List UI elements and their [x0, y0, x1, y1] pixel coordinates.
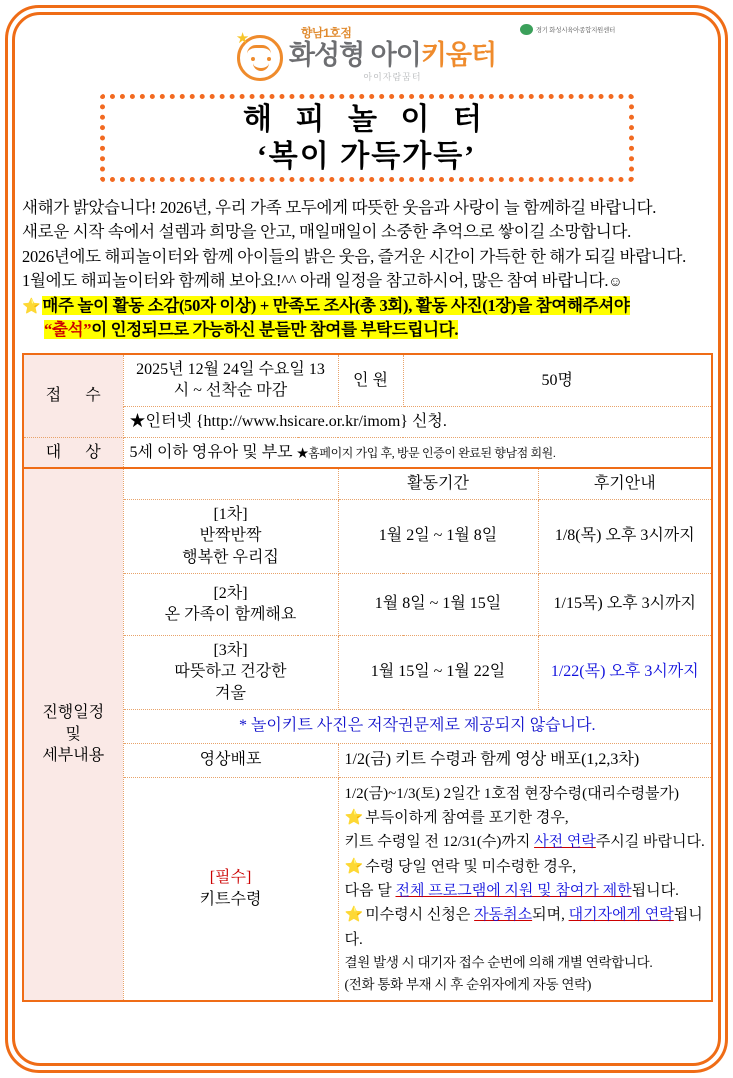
kit-details	[338, 777, 712, 1000]
kit-name-label: 키트수령	[199, 890, 262, 908]
session-2-title-line-2: 온 가족이 함께해요	[164, 606, 297, 624]
intro-line-2: 새로운 시작 속에서 설렘과 희망을 안고, 매일매일이 소중한 추억으로 쌓이길 소망합니다.	[22, 222, 631, 242]
notice-line-1-text: 매주 놀이 활동 소감(50자 이상) + 만족도 조사(총 3회), 활동 사진(1장)을 참여해주셔야	[42, 295, 630, 315]
session-2-title	[123, 573, 338, 635]
row-label-target: 대 상	[23, 437, 123, 468]
session-2-review: 1/15목) 오후 3시까지	[538, 573, 712, 635]
logo-hair-shape	[247, 45, 271, 54]
schedule-label-line-1: 진행일정	[42, 703, 105, 721]
smiley-icon: ☺	[608, 275, 623, 291]
target-value	[123, 437, 712, 468]
table-row-session-3	[23, 635, 712, 709]
kit-line-5-suffix: 됩니다.	[631, 882, 679, 899]
intro-line-3: 2026년에도 해피놀이터와 함께 아이들의 밝은 웃음, 즐거운 시간이 가득한 한 해가 되길 바랍니다.	[22, 246, 686, 266]
session-3-title-line-2: 따뜻하고 건강한	[174, 663, 287, 681]
logo-eye-right	[267, 57, 271, 61]
session-2-period: 1월 8일 ~ 1월 15일	[338, 573, 538, 635]
kit-required-label: [필수]	[209, 869, 252, 887]
title-box	[100, 94, 634, 182]
intro-line-4	[22, 269, 711, 294]
schedule-label-line-2: 및	[65, 725, 81, 743]
star-icon: ⭐	[22, 298, 41, 315]
session-2-title-line-1: [2차]	[213, 584, 248, 602]
session-1-title	[123, 499, 338, 573]
title-line-1: 해 피 놀 이 터	[243, 102, 490, 136]
session-3-title	[123, 635, 338, 709]
intro-paragraph	[22, 196, 711, 343]
kit-line-2	[345, 806, 706, 830]
logo-main-orange: 키움터	[420, 39, 497, 70]
table-row-session-2	[23, 573, 712, 635]
session-1-title-line-2: 반짝반짝	[199, 527, 262, 545]
kit-line-3	[345, 830, 706, 854]
session-3-review: 1/22(목) 오후 3시까지	[538, 635, 712, 709]
notice-line-2	[22, 318, 711, 342]
schedule-header-period: 활동기간	[338, 468, 538, 499]
row-label-schedule	[23, 468, 123, 1000]
logo-group	[237, 24, 496, 83]
logo-wordmark	[289, 24, 496, 83]
kit-line-1: 1/2(금)~1/3(토) 2일간 1호점 현장수령(대리수령불가)	[344, 785, 680, 802]
kit-line-3-suffix: 주시길 바랍니다.	[595, 834, 705, 851]
apply-count-label: 인 원	[338, 354, 403, 407]
kit-line-6	[345, 903, 706, 952]
logo-main-label	[288, 39, 497, 70]
video-value: 1/2(금) 키트 수령과 함께 영상 배포(1,2,3차)	[338, 743, 712, 777]
poster-content	[22, 18, 711, 1060]
apply-method-value[interactable]: ★인터넷 {http://www.hsicare.or.kr/imom} 신청.	[123, 406, 712, 437]
partner-logo-label: 경기 화성시육아종합지원센터	[535, 27, 615, 34]
table-row-apply-1	[23, 354, 712, 407]
kit-line-4	[345, 855, 706, 879]
schedule-header-blank	[123, 468, 338, 499]
kit-line-6-link-2[interactable]: 대기자에게 연락	[568, 907, 674, 924]
table-row-apply-2	[23, 406, 712, 437]
session-3-title-line-3: 겨울	[215, 685, 246, 703]
session-1-review: 1/8(목) 오후 3시까지	[538, 499, 712, 573]
table-row-video	[23, 743, 712, 777]
logo-branch-label: 향남1호점	[300, 25, 352, 40]
kit-line-6-middle: 되며,	[532, 907, 569, 924]
kit-line-5-prefix: 다음 달	[344, 882, 396, 899]
kit-line-8: (전화 통화 부재 시 후 순위자에게 자동 연락)	[344, 976, 592, 992]
copyright-note: * 놀이키트 사진은 저작권문제로 제공되지 않습니다.	[123, 709, 712, 743]
session-1-title-line-1: [1차]	[213, 505, 248, 523]
kit-line-4-text: 수령 당일 연락 및 미수령한 경우,	[365, 858, 577, 875]
info-table	[22, 353, 713, 1002]
session-1-title-line-3: 행복한 우리집	[182, 549, 279, 567]
session-1-period: 1월 2일 ~ 1월 8일	[338, 499, 538, 573]
apply-count-value: 50명	[403, 354, 712, 407]
logo-star-icon: ★	[235, 30, 250, 47]
kit-line-5	[345, 879, 706, 903]
session-3-period: 1월 15일 ~ 1월 22일	[338, 635, 538, 709]
logo-main-gray: 화성형 아이	[288, 39, 421, 70]
table-row-copyright-note	[23, 709, 712, 743]
kit-label	[123, 777, 338, 1000]
schedule-header-review: 후기안내	[538, 468, 712, 499]
kit-line-6-suffix: 됩니다.	[344, 907, 703, 948]
session-3-title-line-1: [3차]	[213, 641, 248, 659]
partner-logo	[520, 24, 615, 35]
table-row-session-1	[23, 499, 712, 573]
table-row-kit	[23, 777, 712, 1000]
apply-period-value: 2025년 12월 24일 수요일 13시 ~ 선착순 마감	[123, 354, 338, 407]
attendance-keyword: “출석”	[44, 320, 92, 340]
notice-line-1	[22, 294, 711, 318]
table-row-schedule-header	[23, 468, 712, 499]
notice-line-2-text: 이 인정되므로 가능하신 분들만 참여를 부탁드립니다.	[91, 320, 459, 340]
logo-smile-shape	[253, 62, 269, 71]
logo-sub-label: 아이자람꿈터	[363, 71, 422, 82]
kit-line-3-prefix: 키트 수령일 전 12/31(수)까지	[344, 834, 535, 851]
kit-line-6-prefix: 미수령시 신청은	[365, 907, 475, 924]
kit-line-7: 결원 발생 시 대기자 접수 순번에 의해 개별 연락합니다.	[344, 954, 653, 970]
star-icon-kit-2: ⭐	[344, 858, 364, 875]
kit-line-3-link[interactable]: 사전 연락	[534, 834, 596, 851]
target-note-text: ★홈페이지 가입 후, 방문 인증이 완료된 향남점 회원.	[296, 445, 556, 460]
row-label-apply: 접 수	[23, 354, 123, 437]
intro-line-4-text: 1월에도 해피놀이터와 함께해 보아요!^^ 아래 일정을 참고하시어, 많은 참여 바랍니다.	[22, 271, 609, 291]
target-main-text: 5세 이하 영유아 및 부모	[129, 443, 293, 461]
table-row-target	[23, 437, 712, 468]
video-label: 영상배포	[123, 743, 338, 777]
logo-header	[22, 18, 711, 88]
kit-line-6-link-1[interactable]: 자동취소	[474, 907, 533, 924]
kit-line-2-text: 부득이하게 참여를 포기한 경우,	[365, 810, 569, 827]
child-face-logo-icon	[235, 30, 283, 81]
title-line-2: ‘복이 가득가득’	[256, 140, 477, 173]
star-icon-kit-3: ⭐	[344, 907, 364, 924]
kit-line-5-link[interactable]: 전체 프로그램에 지원 및 참여가 제한	[395, 882, 632, 899]
logo-eye-left	[251, 57, 255, 61]
schedule-label-line-3: 세부내용	[42, 747, 105, 765]
star-icon-kit-1: ⭐	[344, 810, 364, 827]
partner-mark-icon	[520, 24, 533, 35]
intro-line-1: 새해가 밝았습니다! 2026년, 우리 가족 모두에게 따뜻한 웃음과 사랑이 늘 함께하길 바랍니다.	[22, 198, 657, 217]
